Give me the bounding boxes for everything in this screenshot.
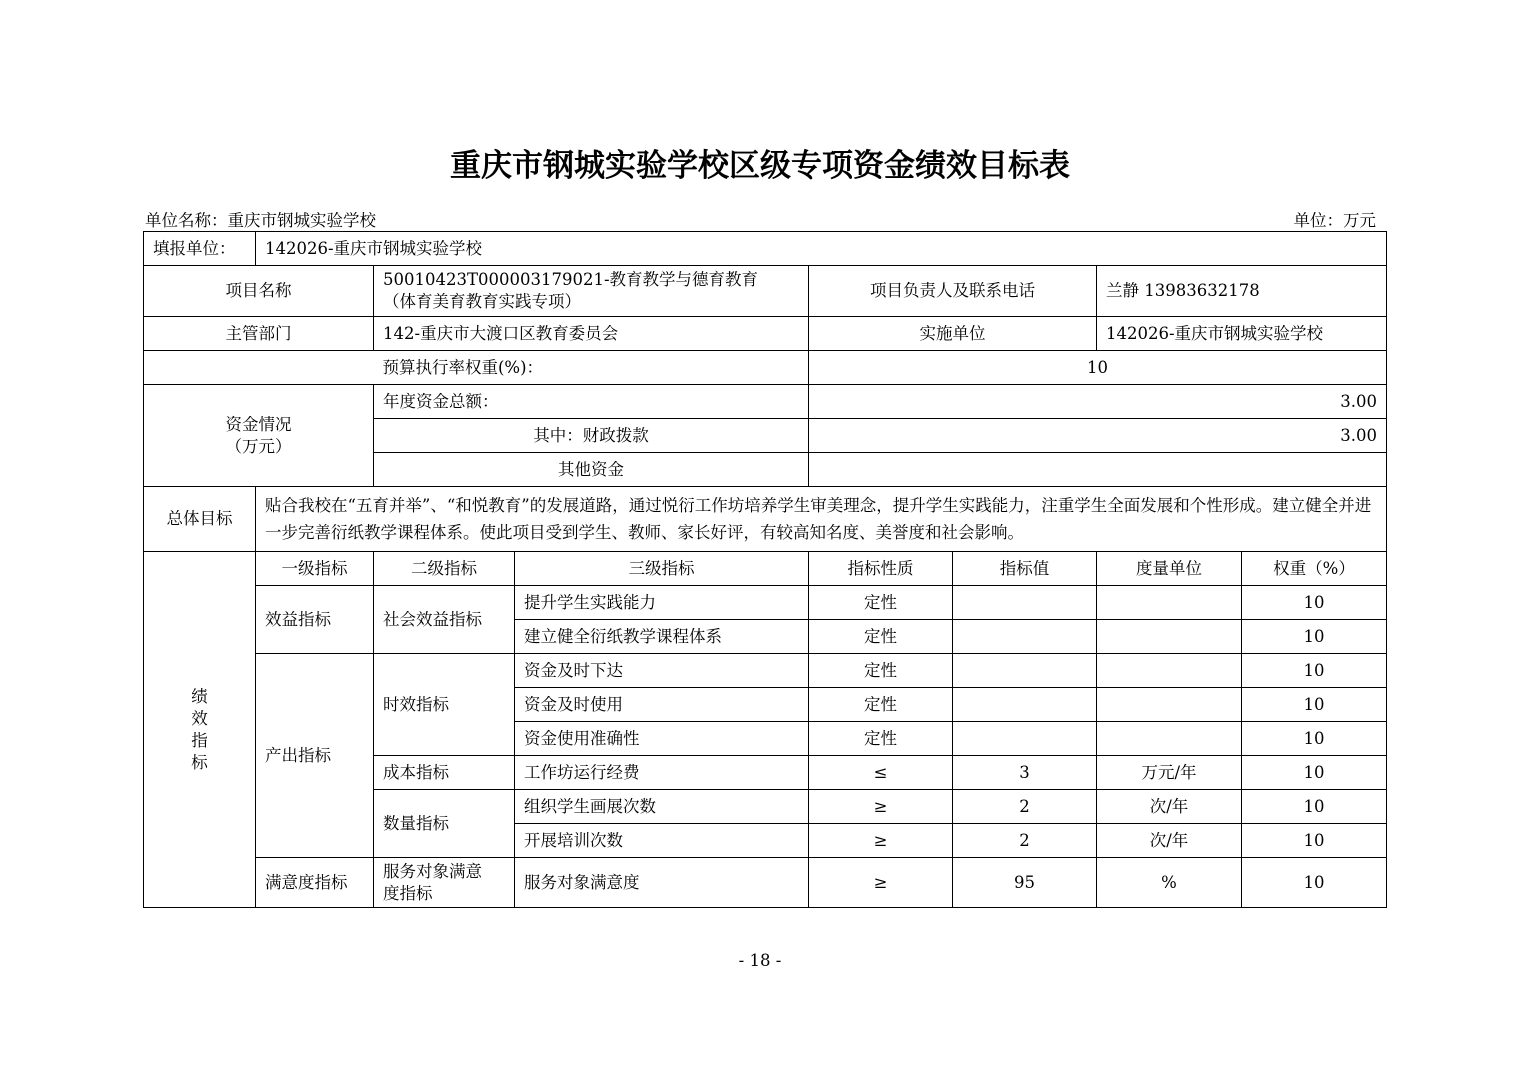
table-row: 资金使用准确性 定性 10 [144, 722, 1387, 756]
table-row: 产出指标 时效指标 资金及时下达 定性 10 [144, 654, 1387, 688]
quantity-indicator: 数量指标 [374, 790, 515, 858]
unit-name-label: 单位名称：重庆市钢城实验学校 [145, 211, 376, 230]
dept-value: 142-重庆市大渡口区教育委员会 [374, 317, 809, 351]
project-leader-label: 项目负责人及联系电话 [809, 266, 1097, 317]
table-row: 满意度指标 服务对象满意 度指标 服务对象满意度 ≥ 95 % 10 [144, 858, 1387, 908]
performance-target-table [143, 231, 1387, 908]
social-benefit-indicator: 社会效益指标 [374, 586, 515, 654]
table-row: 数量指标 组织学生画展次数 ≥ 2 次/年 10 [144, 790, 1387, 824]
benefit-indicator: 效益指标 [256, 586, 374, 654]
header-weight: 权重（%） [1242, 552, 1387, 586]
budget-rate-label: 预算执行率权重(%)： [374, 351, 809, 385]
performance-indicator-label: 绩 效 指 标 [144, 552, 256, 908]
project-name-value [374, 266, 809, 317]
header-unit: 度量单位 [1097, 552, 1242, 586]
annual-total-row [144, 385, 1387, 419]
service-satisfaction-indicator: 服务对象满意 度指标 [374, 858, 515, 908]
report-unit-value: 142026-重庆市钢城实验学校 [256, 232, 1387, 266]
currency-unit-label: 单位：万元 [1293, 211, 1376, 230]
report-unit-label: 填报单位： [144, 232, 256, 266]
output-indicator: 产出指标 [256, 654, 374, 858]
timeliness-indicator: 时效指标 [374, 654, 515, 756]
department-row [144, 317, 1387, 351]
header-value: 指标值 [953, 552, 1097, 586]
other-funds-label: 其他资金 [374, 453, 809, 487]
goal-label: 总体目标 [144, 487, 256, 552]
overall-goal-row [144, 487, 1387, 552]
table-row: 效益指标 社会效益指标 提升学生实践能力 定性 10 [144, 586, 1387, 620]
table-row: 资金及时使用 定性 10 [144, 688, 1387, 722]
table-row: 开展培训次数 ≥ 2 次/年 10 [144, 824, 1387, 858]
funds-label-line1: 资金情况 [225, 414, 292, 434]
goal-text: 贴合我校在“五育并举”、“和悦教育”的发展道路，通过悦衍工作坊培养学生审美理念，提升学生实践能力，注重学生全面发展和个性形成。建立健全并进一步完善衍纸教学课程体系。使此项目受到学生、教师、家长好评，有较高知名度、美誉度和社会影响。 [256, 487, 1387, 552]
impl-label: 实施单位 [809, 317, 1097, 351]
header-level2: 二级指标 [374, 552, 515, 586]
fiscal-label: 其中：财政拨款 [374, 419, 809, 453]
annual-total-value: 3.00 [809, 385, 1387, 419]
project-leader-value: 兰静 13983632178 [1097, 266, 1387, 317]
header-level3: 三级指标 [515, 552, 809, 586]
budget-rate-value: 10 [809, 351, 1387, 385]
annual-total-label: 年度资金总额： [374, 385, 809, 419]
header-nature: 指标性质 [809, 552, 953, 586]
project-name-line2: （体育美育教育实践专项） [383, 292, 581, 311]
project-name-line1: 50010423T000003179021-教育教学与德育教育 [383, 270, 759, 289]
satisfaction-indicator: 满意度指标 [256, 858, 374, 908]
impl-value: 142026-重庆市钢城实验学校 [1097, 317, 1387, 351]
page-number: - 18 - [738, 951, 782, 970]
other-funds-value [809, 453, 1387, 487]
indicator-header-row [144, 552, 1387, 586]
project-name-label: 项目名称 [144, 266, 374, 317]
fiscal-value: 3.00 [809, 419, 1387, 453]
funds-label-line2: （万元） [225, 436, 292, 456]
project-name-row [144, 266, 1387, 317]
cost-indicator: 成本指标 [374, 756, 515, 790]
table-row: 建立健全衍纸教学课程体系 定性 10 [144, 620, 1387, 654]
report-unit-row [144, 232, 1387, 266]
header-level1: 一级指标 [256, 552, 374, 586]
budget-rate-row [144, 351, 1387, 385]
page-title: 重庆市钢城实验学校区级专项资金绩效目标表 [450, 148, 1070, 184]
funds-label [144, 385, 374, 487]
dept-label: 主管部门 [144, 317, 374, 351]
table-row: 成本指标 工作坊运行经费 ≤ 3 万元/年 10 [144, 756, 1387, 790]
